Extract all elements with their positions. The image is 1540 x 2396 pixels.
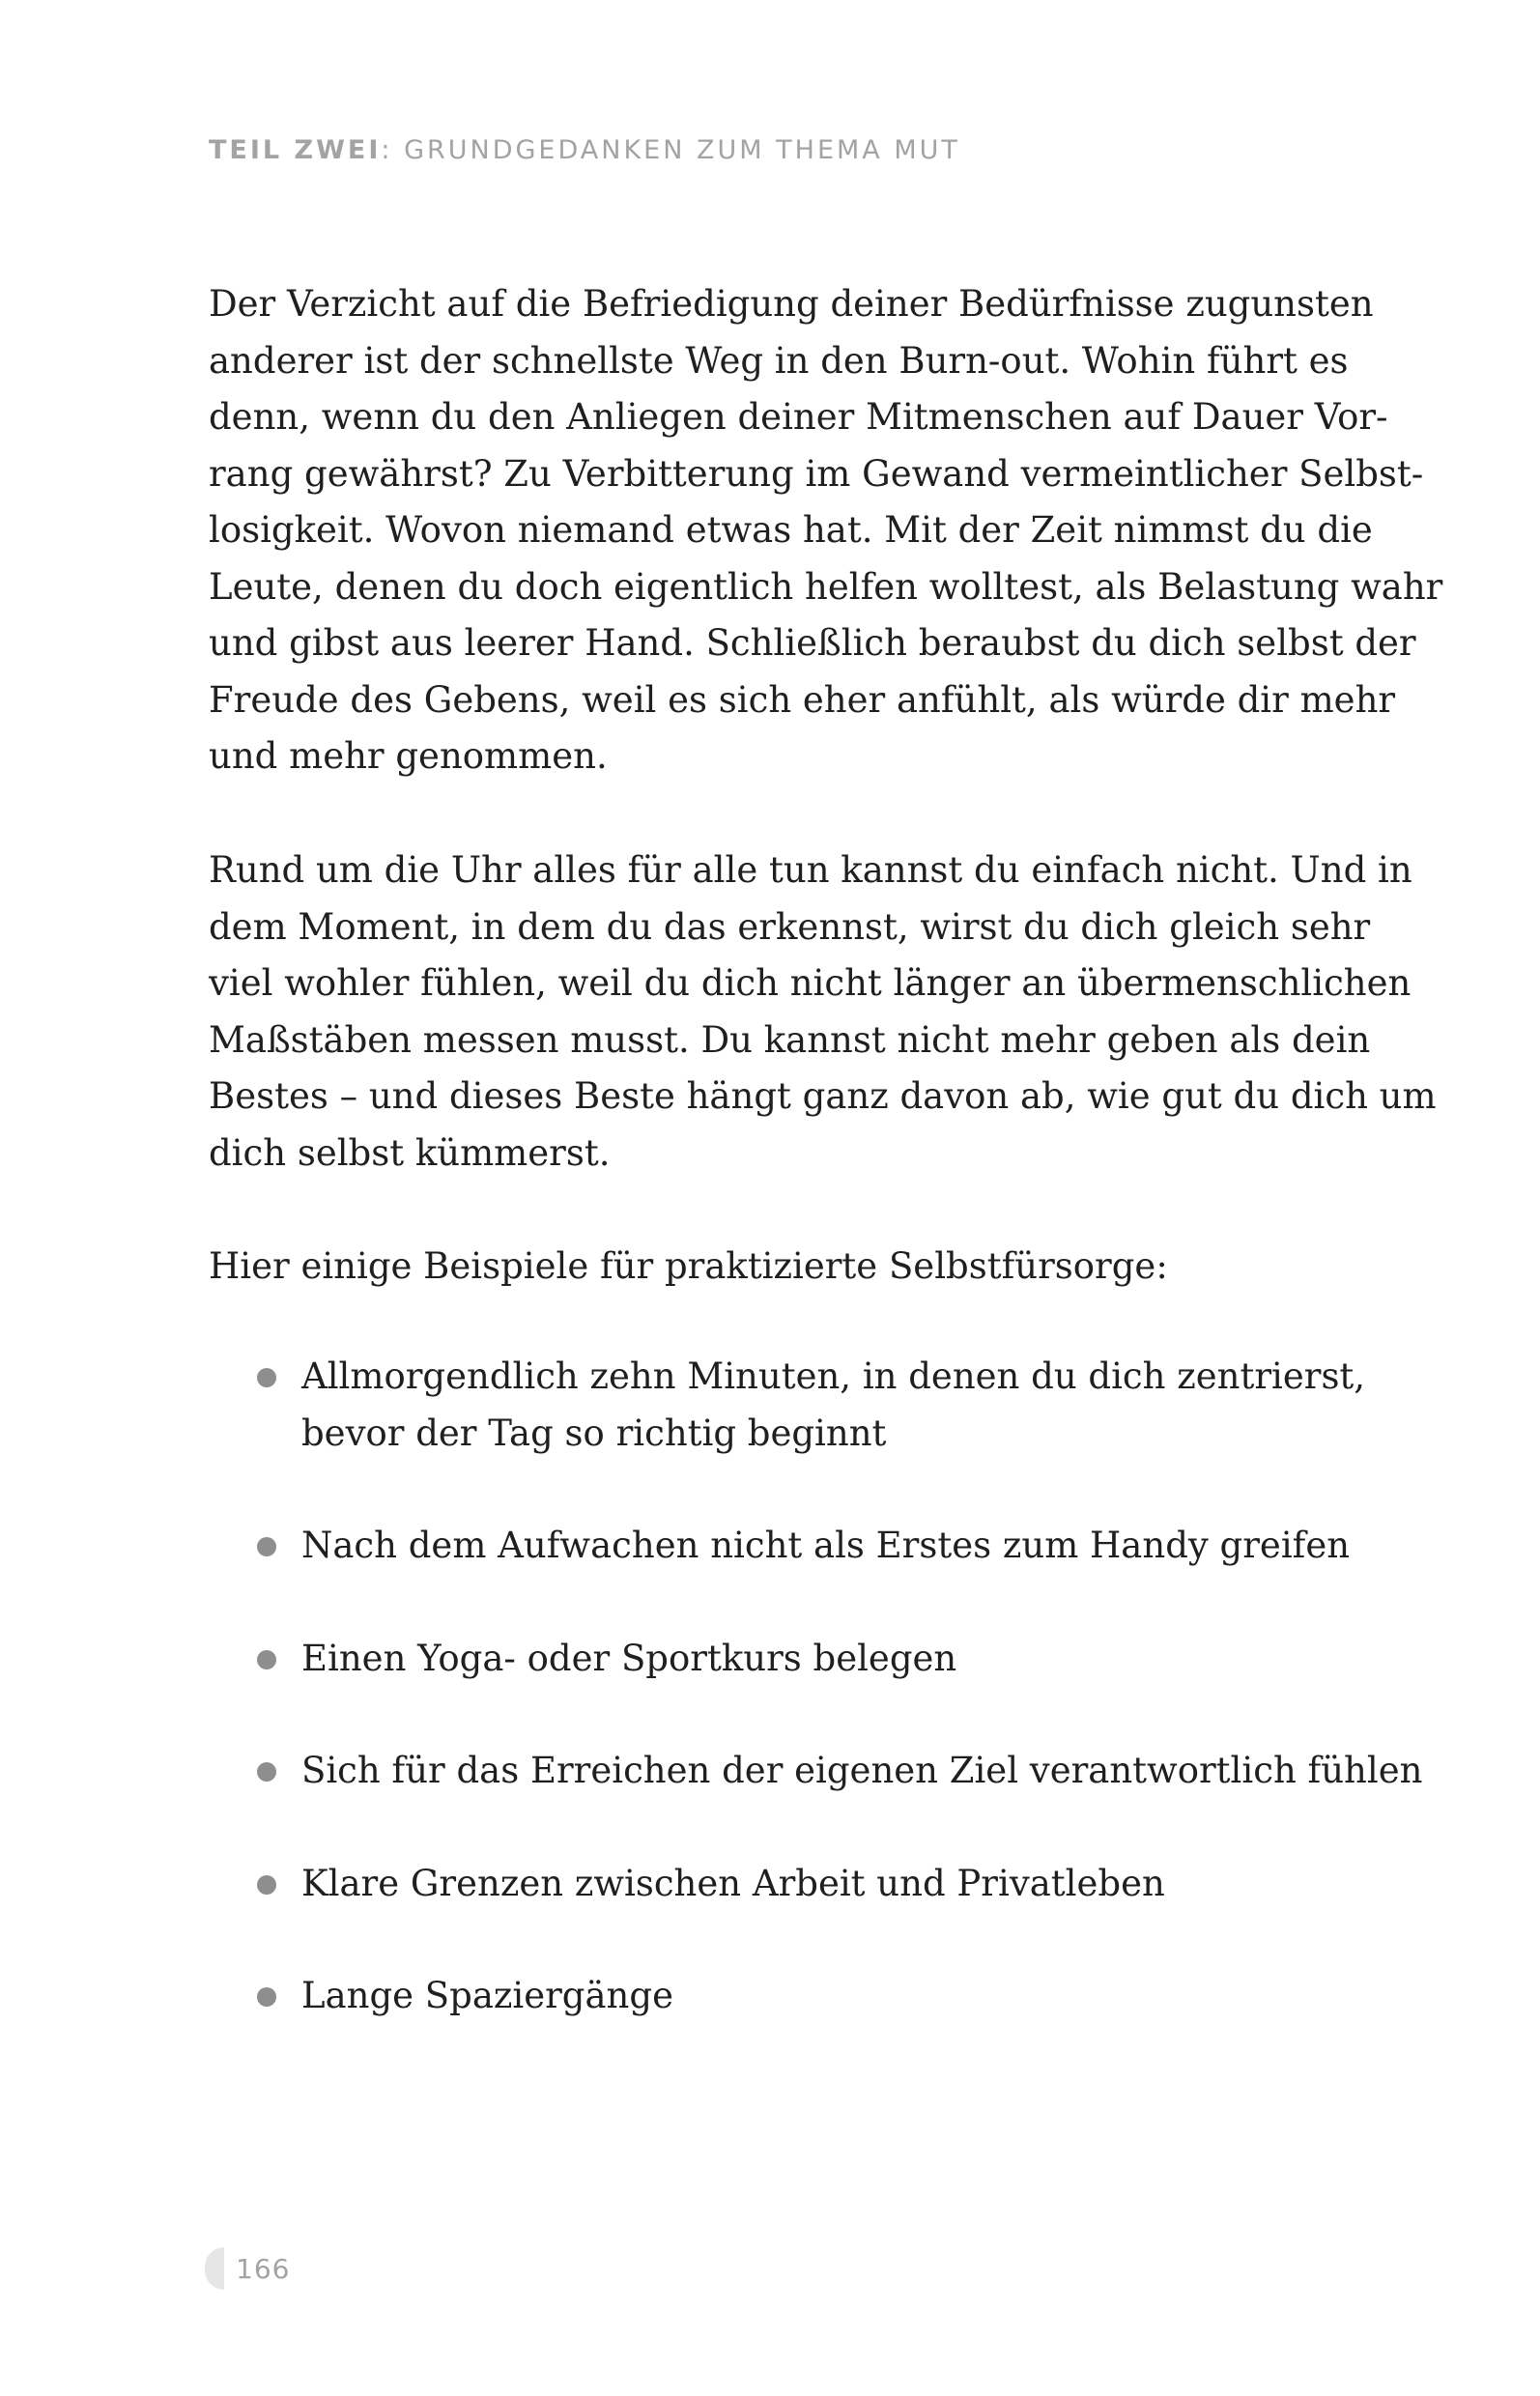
text-line: Lange Spaziergänge: [301, 1975, 673, 2016]
list-item-text: [301, 1743, 1423, 1800]
text-line: Allmorgendlich zehn Minuten, in denen du dich zentrierst,: [301, 1355, 1366, 1397]
running-head-part: TEIL ZWEI: [209, 135, 382, 165]
list-item-text: [301, 1349, 1366, 1462]
list-item: [209, 1518, 1351, 1575]
text-line: Freude des Gebens, weil es sich eher anfühlt, als würde dir mehr: [209, 678, 1396, 721]
text-line: Sich für das Erreichen der eigenen Ziel verantwortlich fühlen: [301, 1750, 1423, 1791]
folio-tab-icon: [205, 2247, 224, 2290]
paragraph-1: [209, 276, 1443, 785]
bullet-dot-icon: [257, 1987, 276, 2007]
bullet-dot-icon: [257, 1875, 276, 1895]
list-item-text: [301, 1856, 1331, 1913]
text-line: und gibst aus leerer Hand. Schließlich beraubst du dich selbst der: [209, 622, 1416, 664]
paragraph-2: [209, 842, 1437, 1182]
list-item-text: [301, 1631, 1331, 1688]
bullet-dot-icon: [257, 1537, 276, 1556]
text-line: Klare Grenzen zwischen Arbeit und Privatleben: [301, 1862, 1165, 1904]
bullet-dot-icon: [257, 1368, 276, 1387]
list-item-text: [301, 1518, 1351, 1575]
text-line: und mehr genommen.: [209, 735, 608, 777]
text-line: anderer ist der schnellste Weg in den Burn-out. Wohin führt es: [209, 339, 1349, 382]
text-line: Der Verzicht auf die Befriedigung deiner Bedürfnisse zugunsten: [209, 283, 1374, 325]
text-line: bevor der Tag so richtig beginnt: [301, 1412, 887, 1454]
bullet-dot-icon: [257, 1762, 276, 1782]
list-item: [209, 1743, 1423, 1800]
text-line: dich selbst kümmerst.: [209, 1131, 611, 1174]
list-item-text: [301, 1968, 1331, 2025]
running-head-title: GRUNDGEDANKEN ZUM THEMA MUT: [404, 135, 960, 165]
text-line: dem Moment, in dem du das erkennst, wirst du dich gleich sehr: [209, 905, 1371, 948]
page-number: 166: [236, 2252, 291, 2285]
folio: [205, 2247, 290, 2290]
text-line: Hier einige Beispiele für praktizierte Selbstfürsorge:: [209, 1245, 1168, 1287]
text-line: Nach dem Aufwachen nicht als Erstes zum Handy greifen: [301, 1525, 1351, 1566]
text-line: Leute, denen du doch eigentlich helfen wolltest, als Belastung wahr: [209, 565, 1443, 608]
text-line: Rund um die Uhr alles für alle tun kannst du einfach nicht. Und in: [209, 849, 1412, 891]
list-item: [209, 1968, 1331, 2025]
list-intro: [209, 1239, 1331, 1296]
text-line: Bestes – und dieses Beste hängt ganz davon ab, wie gut du dich um: [209, 1075, 1437, 1117]
bullet-list: [209, 1349, 1423, 2081]
list-item: [209, 1631, 1331, 1688]
text-line: Maßstäben messen musst. Du kannst nicht mehr geben als dein: [209, 1018, 1371, 1061]
text-line: denn, wenn du den Anliegen deiner Mitmenschen auf Dauer Vor-: [209, 396, 1388, 438]
text-line: viel wohler fühlen, weil du dich nicht länger an übermenschlichen: [209, 962, 1412, 1004]
list-item: [209, 1856, 1331, 1913]
running-head: [209, 135, 960, 165]
text-line: losigkeit. Wovon niemand etwas hat. Mit der Zeit nimmst du die: [209, 509, 1373, 551]
running-head-separator: :: [381, 135, 405, 165]
text-line: Einen Yoga- oder Sportkurs belegen: [301, 1637, 957, 1679]
text-line: rang gewährst? Zu Verbitterung im Gewand vermeintlicher Selbst-: [209, 452, 1424, 495]
list-item: [209, 1349, 1366, 1462]
bullet-dot-icon: [257, 1650, 276, 1669]
